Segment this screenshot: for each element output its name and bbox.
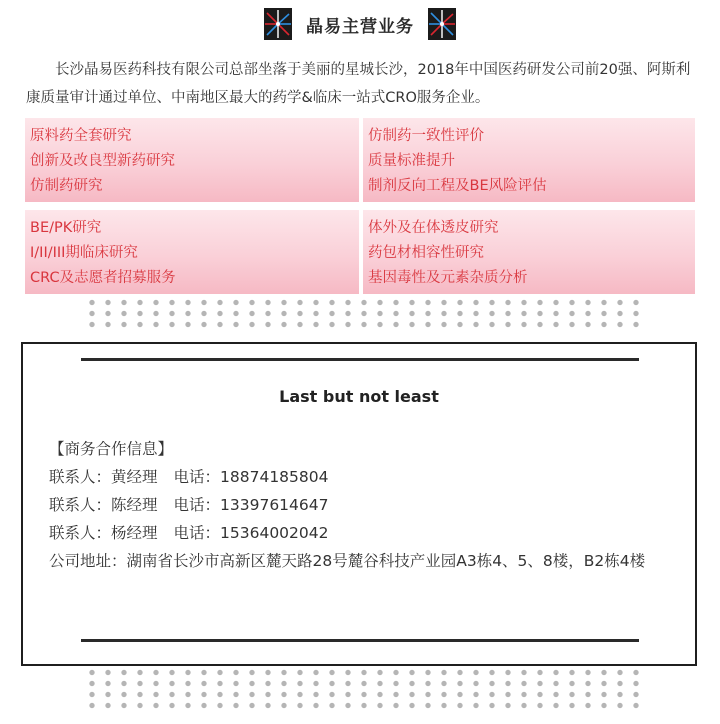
contact-person: 联系人：陈经理: [49, 496, 158, 514]
service-item: 制剂反向工程及BE风险评估: [368, 178, 547, 194]
divider-line: [81, 358, 639, 361]
contact-phone: 电话：18874185804: [173, 468, 329, 486]
service-item: 创新及改良型新药研究: [30, 153, 175, 169]
dot-pattern-divider: [84, 667, 640, 711]
service-item: 质量标准提升: [368, 153, 455, 169]
section-title: 晶易主营业务: [306, 16, 414, 37]
service-box-transdermal: [363, 210, 695, 294]
service-item: BE/PK研究: [30, 220, 102, 236]
contact-person: 联系人：黄经理: [49, 468, 158, 486]
service-box-api: [25, 118, 359, 202]
contact-phone: 电话：15364002042: [173, 524, 329, 542]
contact-phone: 电话：13397614647: [173, 496, 329, 514]
company-address: 公司地址：湖南省长沙市高新区麓天路28号麓谷科技产业园A3栋4、5、8楼，B2栋4楼: [49, 552, 646, 570]
service-item: 体外及在体透皮研究: [368, 220, 499, 236]
service-item: 药包材相容性研究: [368, 245, 484, 261]
contact-section-title: 【商务合作信息】: [49, 440, 174, 458]
company-intro: 长沙晶易医药科技有限公司总部坐落于美丽的星城长沙，2018年中国医药研发公司前20强、阿斯利康质量审计通过单位、中南地区最大的药学&临床一站式CRO服务企业。: [26, 62, 691, 106]
service-item: CRC及志愿者招募服务: [30, 270, 176, 286]
divider-line: [81, 639, 639, 642]
contact-heading: Last but not least: [279, 387, 439, 406]
service-box-consistency: [363, 118, 695, 202]
contact-row: [49, 491, 679, 519]
section-header: [0, 8, 720, 40]
fireworks-icon: [264, 8, 292, 40]
service-box-clinical: [25, 210, 359, 294]
service-item: I/II/III期临床研究: [30, 245, 138, 261]
dot-pattern-divider: [84, 297, 640, 331]
service-item: 原料药全套研究: [30, 128, 132, 144]
contact-person: 联系人：杨经理: [49, 524, 158, 542]
contact-row: [49, 519, 679, 547]
contact-card: [21, 342, 697, 666]
contact-info: [49, 435, 679, 575]
service-item: 仿制药一致性评价: [368, 128, 484, 144]
service-item: 基因毒性及元素杂质分析: [368, 270, 528, 286]
services-grid: [25, 118, 695, 294]
fireworks-icon: [428, 8, 456, 40]
contact-row: [49, 463, 679, 491]
service-item: 仿制药研究: [30, 178, 103, 194]
